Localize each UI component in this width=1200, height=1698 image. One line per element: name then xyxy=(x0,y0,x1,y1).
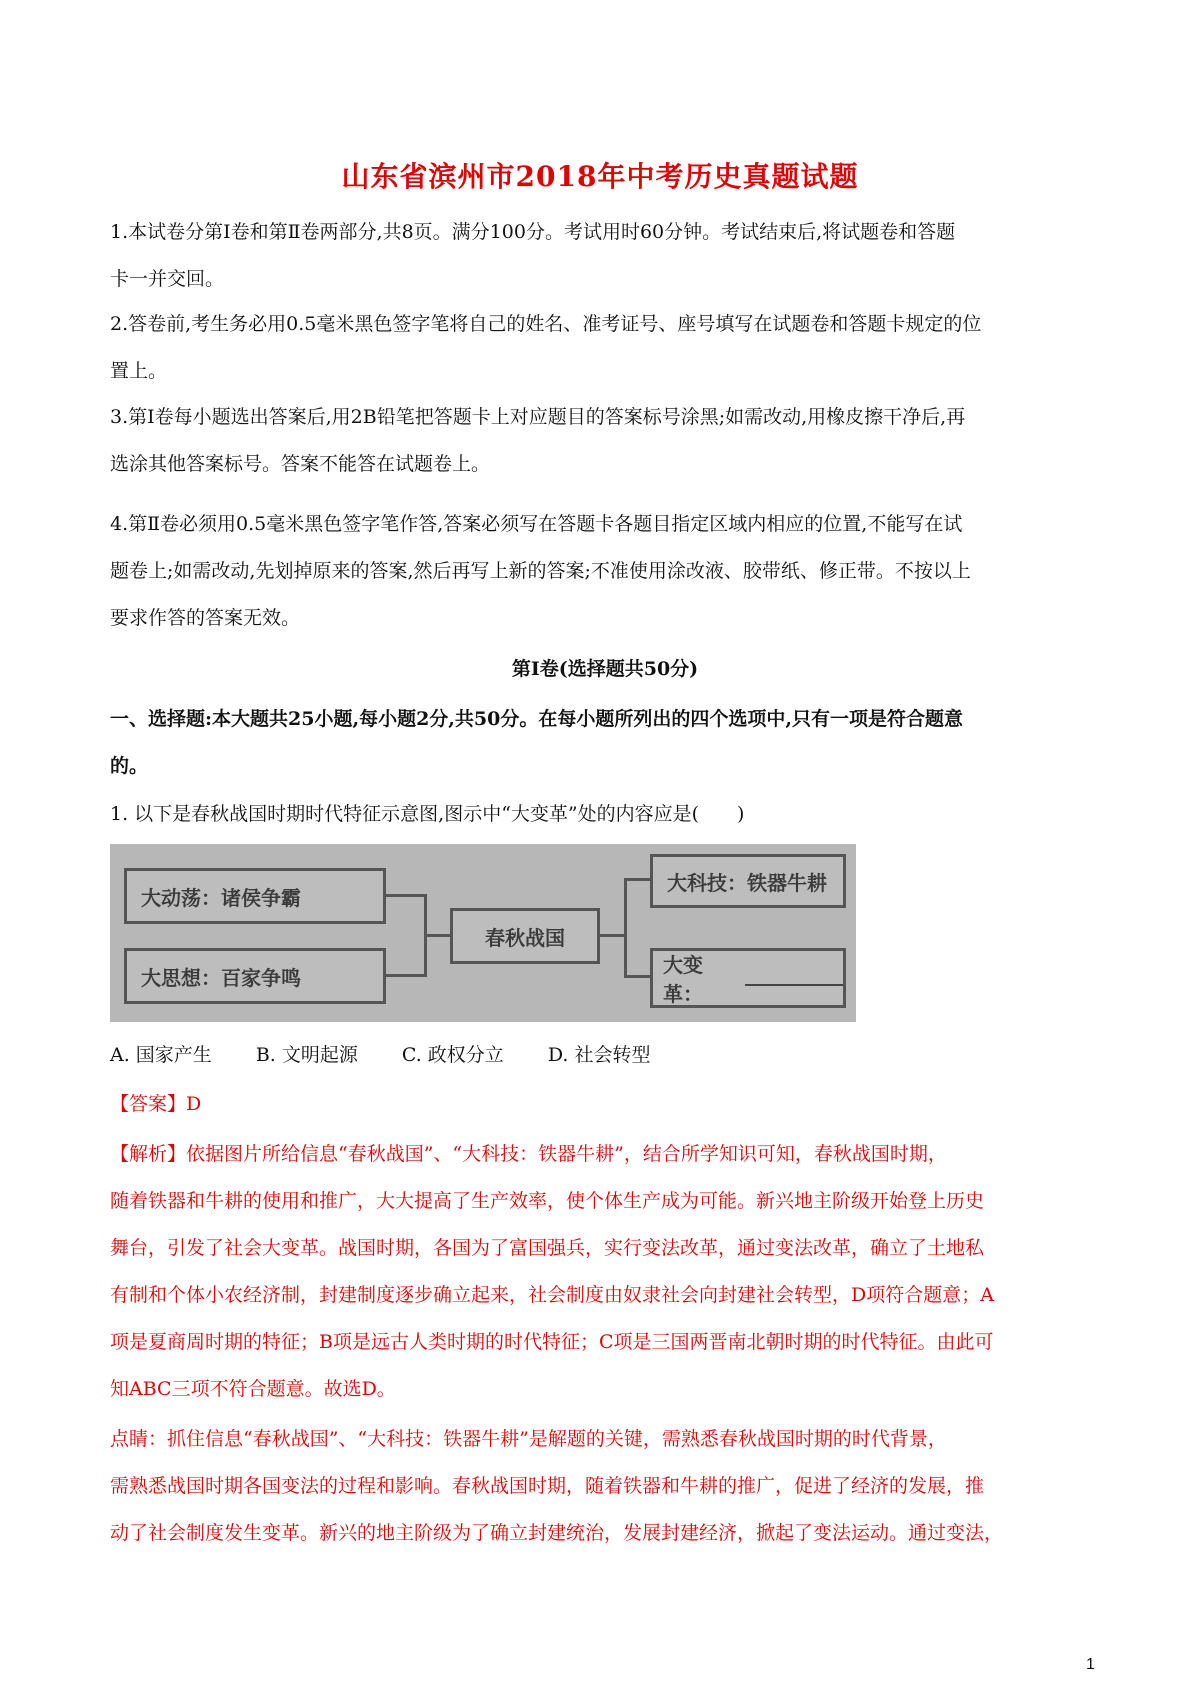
diagram-box-reform xyxy=(650,948,846,1008)
instruction-line: 3.第Ⅰ卷每小题选出答案后,用2B铅笔把答题卡上对应题目的答案标号涂黑;如需改动,用橡皮擦干净后,再 xyxy=(110,406,966,428)
instruction-line: 要求作答的答案无效。 xyxy=(110,607,301,629)
page-number: 1 xyxy=(1086,1656,1095,1673)
instruction-line: 4.第Ⅱ卷必须用0.5毫米黑色签字笔作答,答案必须写在答题卡各题目指定区域内相应的位置,不能写在试 xyxy=(110,513,963,535)
answer xyxy=(110,1090,1100,1119)
tip xyxy=(110,1425,1100,1548)
option-b: B. 文明起源 xyxy=(255,1044,358,1066)
option-a: A. 国家产生 xyxy=(110,1044,212,1066)
era-diagram xyxy=(110,844,856,1022)
tip-line: 动了社会制度发生变革。新兴的地主阶级为了确立封建统治，发展封建经济，掀起了变法运动。通过变法， xyxy=(110,1522,1004,1544)
diagram-box-turmoil: 大动荡：诸侯争霸 xyxy=(124,868,386,924)
diagram-connector xyxy=(624,878,627,978)
analysis xyxy=(110,1140,1100,1404)
diagram-connector xyxy=(624,878,650,881)
diagram-connector xyxy=(624,975,650,978)
diagram-reform-label: 大变革： xyxy=(663,953,703,1006)
instruction-1 xyxy=(110,218,1100,294)
instruction-line: 卡一并交回。 xyxy=(110,268,225,290)
diagram-connector xyxy=(386,974,426,977)
instruction-2 xyxy=(110,310,1100,386)
analysis-line: 【解析】依据图片所给信息“春秋战国”、“大科技：铁器牛耕”，结合所学知识可知，春秋战国时期， xyxy=(110,1143,947,1165)
analysis-line: 随着铁器和牛耕的使用和推广，大大提高了生产效率，使个体生产成为可能。新兴地主阶级开始登上历史 xyxy=(110,1190,985,1212)
analysis-line: 舞台，引发了社会大变革。战国时期，各国为了富国强兵，实行变法改革，通过变法改革，确立了土地私 xyxy=(110,1237,985,1259)
diagram-connector xyxy=(386,894,426,897)
answer-options xyxy=(110,1040,694,1067)
instruction-line: 2.答卷前,考生务必用0.5毫米黑色签字笔将自己的姓名、准考证号、座号填写在试题卷和答题卡规定的位 xyxy=(110,313,982,335)
tip-line: 点睛：抓住信息“春秋战国”、“大科技：铁器牛耕”是解题的关键，需熟悉春秋战国时期的时代背景， xyxy=(110,1428,947,1450)
diagram-box-technology: 大科技：铁器牛耕 xyxy=(650,854,846,908)
analysis-line: 知ABC三项不符合题意。故选D。 xyxy=(110,1378,396,1400)
diagram-blank-line xyxy=(745,970,843,986)
question-text: 1. 以下是春秋战国时期时代特征示意图,图示中“大变革”处的内容应是( ) xyxy=(110,803,745,825)
instruction-line: 题卷上;如需改动,先划掉原来的答案,然后再写上新的答案;不准使用涂改液、胶带纸、修正带。不按以上 xyxy=(110,560,971,582)
section-instruction xyxy=(110,705,1100,781)
section-title: 第Ⅰ卷(选择题共50分) xyxy=(511,658,699,680)
diagram-box-thought: 大思想：百家争鸣 xyxy=(124,948,386,1004)
diagram-connector xyxy=(600,934,626,937)
section-instruction-line: 一、选择题:本大题共25小题,每小题2分,共50分。在每小题所列出的四个选项中,只有一项是符合题意 xyxy=(110,708,963,730)
instruction-4 xyxy=(110,510,1100,633)
tip-line: 需熟悉战国时期各国变法的过程和影响。春秋战国时期，随着铁器和牛耕的推广，促进了经济的发展，推 xyxy=(110,1475,985,1497)
question-1 xyxy=(110,800,1100,829)
document-title: 山东省滨州市2018年中考历史真题试题 xyxy=(341,160,859,193)
instruction-line: 选涂其他答案标号。答案不能答在试题卷上。 xyxy=(110,453,491,475)
diagram-connector xyxy=(426,934,450,937)
instruction-3 xyxy=(110,403,1100,479)
option-c: C. 政权分立 xyxy=(401,1044,504,1066)
analysis-line: 项是夏商周时期的特征；B项是远古人类时期的时代特征；C项是三国两晋南北朝时期的时代特征。由此可 xyxy=(110,1331,994,1353)
option-d: D. 社会转型 xyxy=(547,1044,651,1066)
section-instruction-line: 的。 xyxy=(110,755,149,777)
diagram-box-center: 春秋战国 xyxy=(450,908,600,964)
answer-text: 【答案】D xyxy=(110,1093,202,1115)
analysis-line: 有制和个体小农经济制，封建制度逐步确立起来，社会制度由奴隶社会向封建社会转型，D项符合题意；A xyxy=(110,1284,994,1306)
instruction-line: 1.本试卷分第Ⅰ卷和第Ⅱ卷两部分,共8页。满分100分。考试用时60分钟。考试结束后,将试题卷和答题 xyxy=(110,221,956,243)
instruction-line: 置上。 xyxy=(110,360,168,382)
